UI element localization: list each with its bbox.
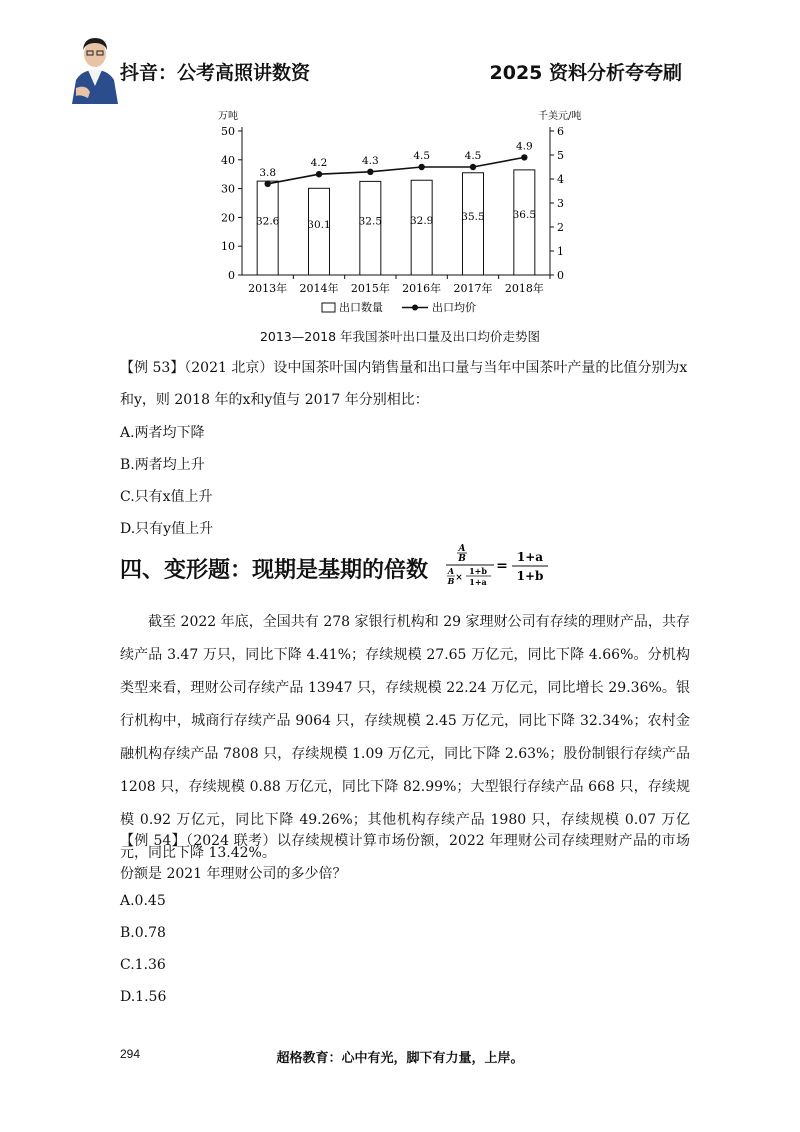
section-heading: 四、变形题：现期是基期的倍数	[120, 558, 429, 583]
svg-text:1+a: 1+a	[516, 550, 544, 564]
q54-option-d[interactable]: D.1.56	[120, 989, 167, 1005]
right-tick-label: 5	[557, 149, 564, 162]
x-tick-label: 2016年	[402, 282, 442, 295]
q53-stem-line1: 【例 53】（2021 北京）设中国茶叶国内销售量和出口量与当年中国茶叶产量的比值分别为x	[120, 360, 688, 376]
bar	[514, 170, 535, 275]
right-tick-label: 2	[557, 221, 564, 234]
price-value-label: 4.2	[310, 157, 328, 170]
bar-value-label: 30.1	[307, 219, 331, 232]
page-number: 294	[120, 1047, 141, 1061]
price-point	[470, 164, 476, 170]
q54-option-b[interactable]: B.0.78	[120, 925, 166, 941]
legend-bar-swatch	[322, 303, 335, 312]
bar	[309, 188, 330, 275]
price-value-label: 4.9	[515, 140, 533, 153]
svg-text:1+b: 1+b	[516, 569, 544, 583]
bar-value-label: 32.9	[409, 214, 434, 227]
right-tick-label: 3	[557, 197, 564, 210]
left-tick-label: 30	[221, 182, 235, 196]
ratio-formula	[442, 541, 562, 593]
svg-text:A: A	[447, 566, 455, 576]
x-tick-label: 2017年	[453, 282, 493, 295]
right-tick-label: 1	[557, 245, 564, 258]
bar-value-label: 32.6	[255, 215, 280, 228]
bar	[411, 180, 432, 275]
price-value-label: 4.5	[413, 150, 431, 162]
left-axis-unit: 万吨	[218, 111, 238, 122]
q54-option-c[interactable]: C.1.36	[120, 957, 166, 973]
q53-option-a[interactable]: A.两者均下降	[120, 425, 205, 441]
right-tick-label: 0	[557, 269, 564, 282]
passage-text: 截至 2022 年底，全国共有 278 家银行机构和 29 家理财公司有存续的理财产品，共存续产品 3.47 万只，同比下降 4.41%；存续规模 27.65 万亿元，同比下降 4.66%。分机构类型来看，理财公司存续产品 13947 只，存续规模 22.24 万亿元，同比增长 29.36%。银行机构中，城商行存续产品 9064 只，存续规模 2.45 万亿元，同比下降 32.34%；农村金融机构存续产品 7808 只，存续规模 1.09 万亿元，同比下降 2.63%；股份制银行存续产品 1208 只，存续规模 0.88 万亿元，同比下降 82.99%；大型银行存续产品 668 只，存续规模 0.92 万亿元，同比下降 49.26%；其他机构存续产品 1980 只，存续规模 0.07 万亿元，同比下降 13.42%。	[120, 614, 690, 861]
x-tick-label: 2013年	[248, 282, 288, 295]
header-left-title: 抖音：公考高照讲数资	[120, 62, 311, 84]
price-point	[521, 154, 527, 160]
x-tick-label: 2015年	[350, 282, 390, 295]
left-tick-label: 0	[228, 269, 235, 282]
bar-value-label: 32.5	[358, 215, 383, 228]
svg-text:1+b: 1+b	[469, 566, 487, 576]
bar-value-label: 36.5	[512, 209, 537, 222]
header-right-title: 2025 资料分析夸夸刷	[489, 62, 682, 84]
left-tick-label: 50	[221, 125, 235, 138]
q54-option-a[interactable]: A.0.45	[120, 893, 166, 909]
price-point	[316, 171, 322, 177]
bar	[257, 181, 278, 275]
svg-text:B: B	[447, 576, 455, 586]
q53-option-d[interactable]: D.只有y值上升	[120, 521, 214, 537]
price-value-label: 4.3	[361, 154, 379, 167]
price-point	[367, 169, 373, 175]
chart-title: 2013—2018 年我国茶叶出口量及出口均价走势图	[259, 329, 541, 344]
left-tick-label: 10	[221, 240, 235, 254]
svg-text:B: B	[458, 554, 466, 564]
left-tick-label: 20	[221, 211, 235, 225]
footer-slogan: 超格教育：心中有光，脚下有力量，上岸。	[276, 1051, 524, 1066]
legend-line-marker	[412, 305, 418, 311]
bar	[463, 173, 484, 275]
q53-stem-line2: 和y，则 2018 年的x和y值与 2017 年分别相比：	[120, 392, 429, 408]
left-tick-label: 40	[221, 153, 235, 167]
price-value-label: 3.8	[259, 166, 277, 179]
x-tick-label: 2014年	[299, 282, 339, 295]
price-value-label: 4.5	[464, 150, 482, 162]
bar-value-label: 35.5	[461, 210, 485, 223]
svg-text:×: ×	[455, 573, 463, 583]
q54-stem: 【例 54】（2024 联考）以存续规模计算市场份额，2022 年理财公司存续理财产品的市场份额是 2021 年理财公司的多少倍？	[120, 833, 690, 882]
svg-text:=: =	[496, 558, 508, 574]
price-point	[264, 181, 270, 187]
legend-line-label: 出口均价	[432, 301, 476, 314]
instructor-avatar	[68, 30, 122, 104]
right-axis-unit: 千美元/吨	[538, 111, 582, 122]
x-tick-label: 2018年	[504, 282, 544, 295]
q53-option-c[interactable]: C.只有x值上升	[120, 489, 213, 505]
q53-option-b[interactable]: B.两者均上升	[120, 457, 205, 473]
legend-bar-label: 出口数量	[339, 301, 383, 314]
tea-export-chart	[210, 103, 590, 323]
svg-text:A: A	[458, 544, 466, 554]
svg-text:1+a: 1+a	[469, 577, 487, 587]
price-point	[418, 164, 424, 170]
right-tick-label: 6	[557, 125, 564, 138]
bar	[360, 181, 381, 275]
right-tick-label: 4	[557, 173, 564, 186]
